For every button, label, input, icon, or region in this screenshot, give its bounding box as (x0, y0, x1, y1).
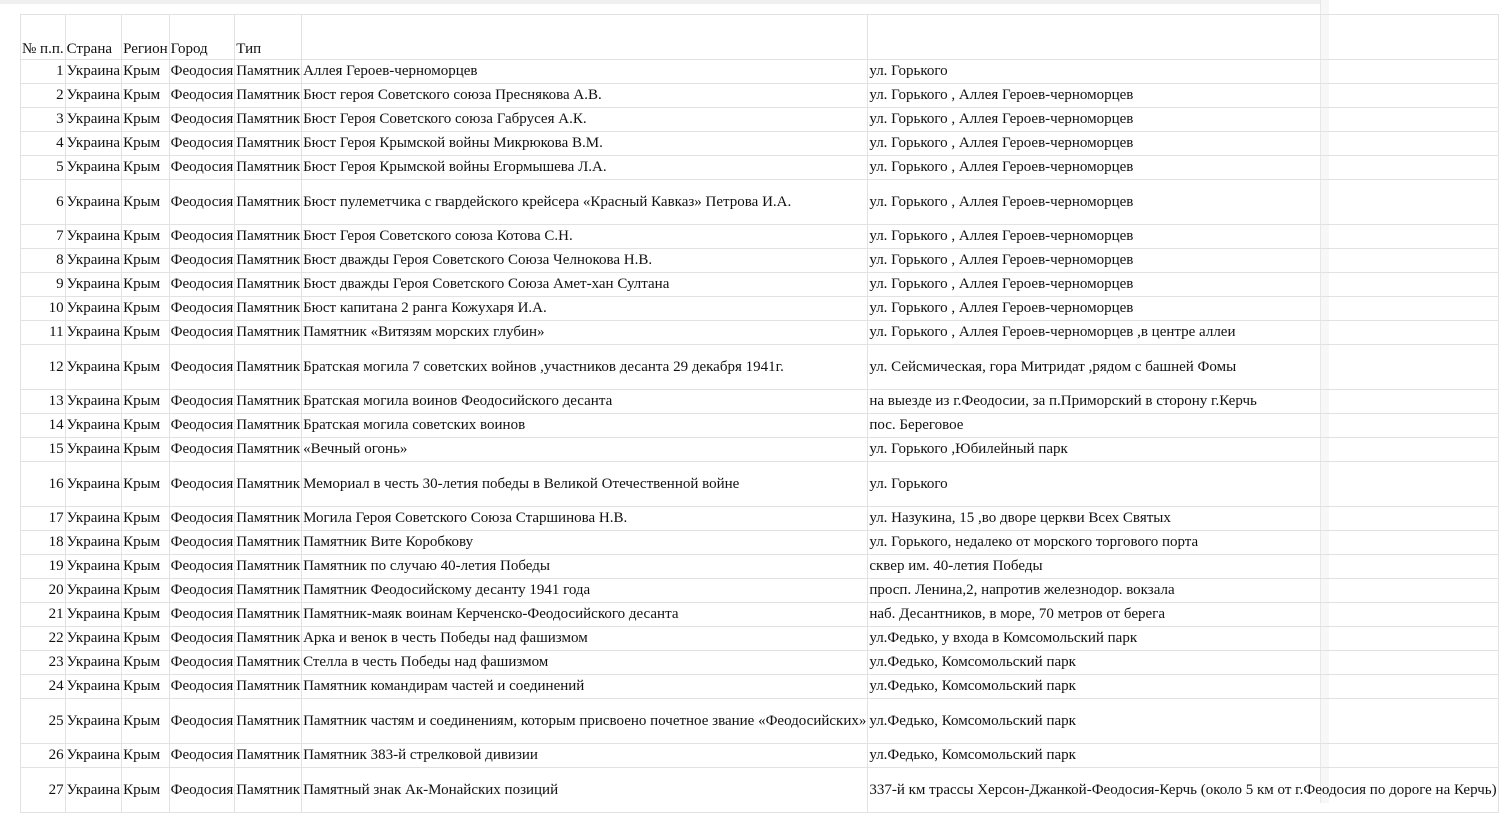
cell-type: Памятник (235, 156, 302, 180)
cell-name: Памятник-маяк воинам Керченско-Феодосийского десанта (302, 603, 868, 627)
cell-country: Украина (65, 675, 121, 699)
cell-num: 22 (21, 627, 66, 651)
cell-type: Памятник (235, 675, 302, 699)
cell-address: ул. Горького , Аллея Героев-черноморцев (868, 132, 1498, 156)
cell-name: Бюст Героя Крымской войны Микрюкова В.М. (302, 132, 868, 156)
cell-num: 25 (21, 699, 66, 744)
cell-address: ул.Федько, Комсомольский парк (868, 699, 1498, 744)
cell-name: Памятник Вите Коробкову (302, 531, 868, 555)
table-row (21, 60, 1499, 84)
cell-country: Украина (65, 345, 121, 390)
cell-name: Памятник 383-й стрелковой дивизии (302, 744, 868, 768)
cell-address: ул. Горького (868, 462, 1498, 507)
cell-city: Феодосия (169, 156, 235, 180)
cell-name: Бюст дважды Героя Советского Союза Челнокова Н.В. (302, 249, 868, 273)
cell-num: 2 (21, 84, 66, 108)
table-row (21, 438, 1499, 462)
cell-region: Крым (122, 675, 170, 699)
cell-name: «Вечный огонь» (302, 438, 868, 462)
cell-type: Памятник (235, 345, 302, 390)
cell-region: Крым (122, 84, 170, 108)
cell-address: ул. Горького (868, 60, 1498, 84)
cell-country: Украина (65, 744, 121, 768)
table-row (21, 531, 1499, 555)
cell-type: Памятник (235, 297, 302, 321)
cell-region: Крым (122, 462, 170, 507)
table-row (21, 225, 1499, 249)
cell-region: Крым (122, 390, 170, 414)
cell-address: ул.Федько, Комсомольский парк (868, 651, 1498, 675)
cell-type: Памятник (235, 531, 302, 555)
cell-type: Памятник (235, 438, 302, 462)
cell-country: Украина (65, 651, 121, 675)
table-row (21, 603, 1499, 627)
cell-address: просп. Ленина,2, напротив железнодор. вокзала (868, 579, 1498, 603)
cell-name: Памятник командирам частей и соединений (302, 675, 868, 699)
cell-name: Братская могила советских воинов (302, 414, 868, 438)
cell-name: Бюст Героя Крымской войны Егормышева Л.А. (302, 156, 868, 180)
cell-type: Памятник (235, 390, 302, 414)
cell-type: Памятник (235, 180, 302, 225)
cell-city: Феодосия (169, 462, 235, 507)
cell-type: Памятник (235, 768, 302, 813)
cell-city: Феодосия (169, 132, 235, 156)
cell-address: 337-й км трассы Херсон-Джанкой-Феодосия-Керчь (около 5 км от г.Феодосия по дороге на Керчь) (868, 768, 1498, 813)
cell-num: 4 (21, 132, 66, 156)
cell-city: Феодосия (169, 531, 235, 555)
table-row (21, 675, 1499, 699)
header-address (868, 15, 1498, 60)
header-country: Страна (65, 15, 121, 60)
cell-country: Украина (65, 603, 121, 627)
cell-region: Крым (122, 249, 170, 273)
cell-num: 10 (21, 297, 66, 321)
table-row (21, 297, 1499, 321)
cell-address: наб. Десантников, в море, 70 метров от берега (868, 603, 1498, 627)
table-row (21, 651, 1499, 675)
cell-type: Памятник (235, 603, 302, 627)
cell-type: Памятник (235, 132, 302, 156)
cell-city: Феодосия (169, 345, 235, 390)
table-row (21, 768, 1499, 813)
cell-city: Феодосия (169, 390, 235, 414)
header-type: Тип (235, 15, 302, 60)
cell-region: Крым (122, 507, 170, 531)
cell-num: 14 (21, 414, 66, 438)
cell-address: на выезде из г.Феодосии, за п.Приморский в сторону г.Керчь (868, 390, 1498, 414)
cell-type: Памятник (235, 249, 302, 273)
cell-num: 23 (21, 651, 66, 675)
cell-address: ул. Горького , Аллея Героев-черноморцев ,в центре аллеи (868, 321, 1498, 345)
cell-address: ул. Горького , Аллея Героев-черноморцев (868, 180, 1498, 225)
table-row (21, 744, 1499, 768)
cell-city: Феодосия (169, 84, 235, 108)
cell-num: 8 (21, 249, 66, 273)
cell-num: 1 (21, 60, 66, 84)
header-num: № п.п. (21, 15, 66, 60)
cell-num: 17 (21, 507, 66, 531)
cell-region: Крым (122, 744, 170, 768)
cell-city: Феодосия (169, 699, 235, 744)
cell-address: ул.Федько, у входа в Комсомольский парк (868, 627, 1498, 651)
cell-name: Братская могила 7 советских войнов ,участников десанта 29 декабря 1941г. (302, 345, 868, 390)
cell-region: Крым (122, 768, 170, 813)
cell-city: Феодосия (169, 180, 235, 225)
cell-country: Украина (65, 768, 121, 813)
table-row (21, 321, 1499, 345)
cell-name: Бюст Героя Советского союза Габрусея А.К. (302, 108, 868, 132)
cell-address: ул. Назукина, 15 ,во дворе церкви Всех Святых (868, 507, 1498, 531)
table-row (21, 462, 1499, 507)
table-row (21, 180, 1499, 225)
cell-region: Крым (122, 414, 170, 438)
cell-region: Крым (122, 627, 170, 651)
cell-type: Памятник (235, 699, 302, 744)
cell-num: 19 (21, 555, 66, 579)
cell-country: Украина (65, 462, 121, 507)
cell-city: Феодосия (169, 675, 235, 699)
cell-name: Бюст капитана 2 ранга Кожухаря И.А. (302, 297, 868, 321)
cell-num: 6 (21, 180, 66, 225)
cell-type: Памятник (235, 225, 302, 249)
cell-country: Украина (65, 132, 121, 156)
cell-region: Крым (122, 603, 170, 627)
top-band (0, 0, 1329, 4)
cell-city: Феодосия (169, 249, 235, 273)
monuments-table (20, 14, 1499, 813)
cell-name: Памятник «Витязям морских глубин» (302, 321, 868, 345)
cell-region: Крым (122, 156, 170, 180)
cell-country: Украина (65, 555, 121, 579)
cell-country: Украина (65, 531, 121, 555)
cell-region: Крым (122, 321, 170, 345)
cell-address: ул.Федько, Комсомольский парк (868, 675, 1498, 699)
cell-region: Крым (122, 651, 170, 675)
cell-city: Феодосия (169, 108, 235, 132)
cell-country: Украина (65, 273, 121, 297)
cell-address: ул.Федько, Комсомольский парк (868, 744, 1498, 768)
cell-address: сквер им. 40-летия Победы (868, 555, 1498, 579)
table-row (21, 249, 1499, 273)
cell-type: Памятник (235, 108, 302, 132)
header-row (21, 15, 1499, 60)
cell-num: 15 (21, 438, 66, 462)
cell-type: Памятник (235, 744, 302, 768)
cell-name: Братская могила воинов Феодосийского десанта (302, 390, 868, 414)
cell-city: Феодосия (169, 414, 235, 438)
table-row (21, 414, 1499, 438)
table-row (21, 84, 1499, 108)
cell-city: Феодосия (169, 225, 235, 249)
cell-name: Бюст героя Советского союза Преснякова А.В. (302, 84, 868, 108)
cell-type: Памятник (235, 273, 302, 297)
cell-num: 3 (21, 108, 66, 132)
cell-num: 24 (21, 675, 66, 699)
header-region: Регион (122, 15, 170, 60)
cell-num: 27 (21, 768, 66, 813)
cell-address: ул. Горького , Аллея Героев-черноморцев (868, 249, 1498, 273)
cell-region: Крым (122, 225, 170, 249)
cell-address: ул. Горького , Аллея Героев-черноморцев (868, 84, 1498, 108)
cell-city: Феодосия (169, 60, 235, 84)
cell-region: Крым (122, 273, 170, 297)
cell-city: Феодосия (169, 603, 235, 627)
cell-city: Феодосия (169, 297, 235, 321)
cell-num: 9 (21, 273, 66, 297)
cell-country: Украина (65, 180, 121, 225)
cell-num: 20 (21, 579, 66, 603)
cell-city: Феодосия (169, 768, 235, 813)
cell-address: ул. Горького , Аллея Героев-черноморцев (868, 156, 1498, 180)
cell-name: Бюст пулеметчика с гвардейского крейсера «Красный Кавказ» Петрова И.А. (302, 180, 868, 225)
cell-name: Аллея Героев-черноморцев (302, 60, 868, 84)
cell-region: Крым (122, 108, 170, 132)
cell-city: Феодосия (169, 651, 235, 675)
cell-region: Крым (122, 531, 170, 555)
cell-name: Памятный знак Ак-Монайских позиций (302, 768, 868, 813)
cell-country: Украина (65, 249, 121, 273)
table-row (21, 699, 1499, 744)
cell-num: 5 (21, 156, 66, 180)
cell-country: Украина (65, 507, 121, 531)
cell-country: Украина (65, 156, 121, 180)
cell-country: Украина (65, 297, 121, 321)
cell-address: ул. Горького , Аллея Героев-черноморцев (868, 297, 1498, 321)
cell-name: Памятник Феодосийскому десанту 1941 года (302, 579, 868, 603)
cell-country: Украина (65, 627, 121, 651)
cell-address: ул. Горького , Аллея Героев-черноморцев (868, 225, 1498, 249)
cell-num: 12 (21, 345, 66, 390)
cell-region: Крым (122, 132, 170, 156)
cell-type: Памятник (235, 321, 302, 345)
cell-country: Украина (65, 321, 121, 345)
cell-num: 7 (21, 225, 66, 249)
table-row (21, 579, 1499, 603)
cell-city: Феодосия (169, 579, 235, 603)
table-body (21, 60, 1499, 813)
cell-name: Могила Героя Советского Союза Старшинова Н.В. (302, 507, 868, 531)
cell-name: Мемориал в честь 30-летия победы в Великой Отечественной войне (302, 462, 868, 507)
cell-type: Памятник (235, 627, 302, 651)
table-row (21, 390, 1499, 414)
table-row (21, 507, 1499, 531)
cell-city: Феодосия (169, 321, 235, 345)
table-row (21, 156, 1499, 180)
cell-address: ул. Горького ,Юбилейный парк (868, 438, 1498, 462)
cell-region: Крым (122, 60, 170, 84)
cell-country: Украина (65, 699, 121, 744)
cell-country: Украина (65, 60, 121, 84)
cell-city: Феодосия (169, 507, 235, 531)
cell-type: Памятник (235, 84, 302, 108)
cell-num: 18 (21, 531, 66, 555)
cell-num: 26 (21, 744, 66, 768)
cell-address: ул. Горького, недалеко от морского торгового порта (868, 531, 1498, 555)
cell-type: Памятник (235, 462, 302, 507)
header-city: Город (169, 15, 235, 60)
cell-num: 16 (21, 462, 66, 507)
table-row (21, 555, 1499, 579)
cell-country: Украина (65, 225, 121, 249)
table-row (21, 273, 1499, 297)
cell-region: Крым (122, 180, 170, 225)
cell-country: Украина (65, 579, 121, 603)
table-row (21, 108, 1499, 132)
cell-type: Памятник (235, 60, 302, 84)
cell-type: Памятник (235, 414, 302, 438)
cell-type: Памятник (235, 651, 302, 675)
cell-city: Феодосия (169, 744, 235, 768)
cell-region: Крым (122, 699, 170, 744)
cell-address: ул. Горького , Аллея Героев-черноморцев (868, 273, 1498, 297)
cell-city: Феодосия (169, 273, 235, 297)
cell-city: Феодосия (169, 438, 235, 462)
cell-region: Крым (122, 297, 170, 321)
table-row (21, 345, 1499, 390)
cell-type: Памятник (235, 555, 302, 579)
cell-name: Бюст Героя Советского союза Котова С.Н. (302, 225, 868, 249)
cell-region: Крым (122, 579, 170, 603)
cell-country: Украина (65, 84, 121, 108)
cell-num: 11 (21, 321, 66, 345)
cell-country: Украина (65, 414, 121, 438)
table-row (21, 627, 1499, 651)
cell-name: Бюст дважды Героя Советского Союза Амет-хан Султана (302, 273, 868, 297)
cell-name: Памятник по случаю 40-летия Победы (302, 555, 868, 579)
cell-region: Крым (122, 345, 170, 390)
cell-num: 21 (21, 603, 66, 627)
cell-address: пос. Береговое (868, 414, 1498, 438)
cell-name: Стелла в честь Победы над фашизмом (302, 651, 868, 675)
cell-country: Украина (65, 390, 121, 414)
cell-num: 13 (21, 390, 66, 414)
table-row (21, 132, 1499, 156)
cell-address: ул. Горького , Аллея Героев-черноморцев (868, 108, 1498, 132)
cell-address: ул. Сейсмическая, гора Митридат ,рядом с башней Фомы (868, 345, 1498, 390)
cell-region: Крым (122, 438, 170, 462)
cell-type: Памятник (235, 507, 302, 531)
cell-city: Феодосия (169, 627, 235, 651)
cell-name: Памятник частям и соединениям, которым присвоено почетное звание «Феодосийских» (302, 699, 868, 744)
cell-type: Памятник (235, 579, 302, 603)
header-name (302, 15, 868, 60)
cell-country: Украина (65, 438, 121, 462)
cell-region: Крым (122, 555, 170, 579)
cell-name: Арка и венок в честь Победы над фашизмом (302, 627, 868, 651)
cell-country: Украина (65, 108, 121, 132)
cell-city: Феодосия (169, 555, 235, 579)
